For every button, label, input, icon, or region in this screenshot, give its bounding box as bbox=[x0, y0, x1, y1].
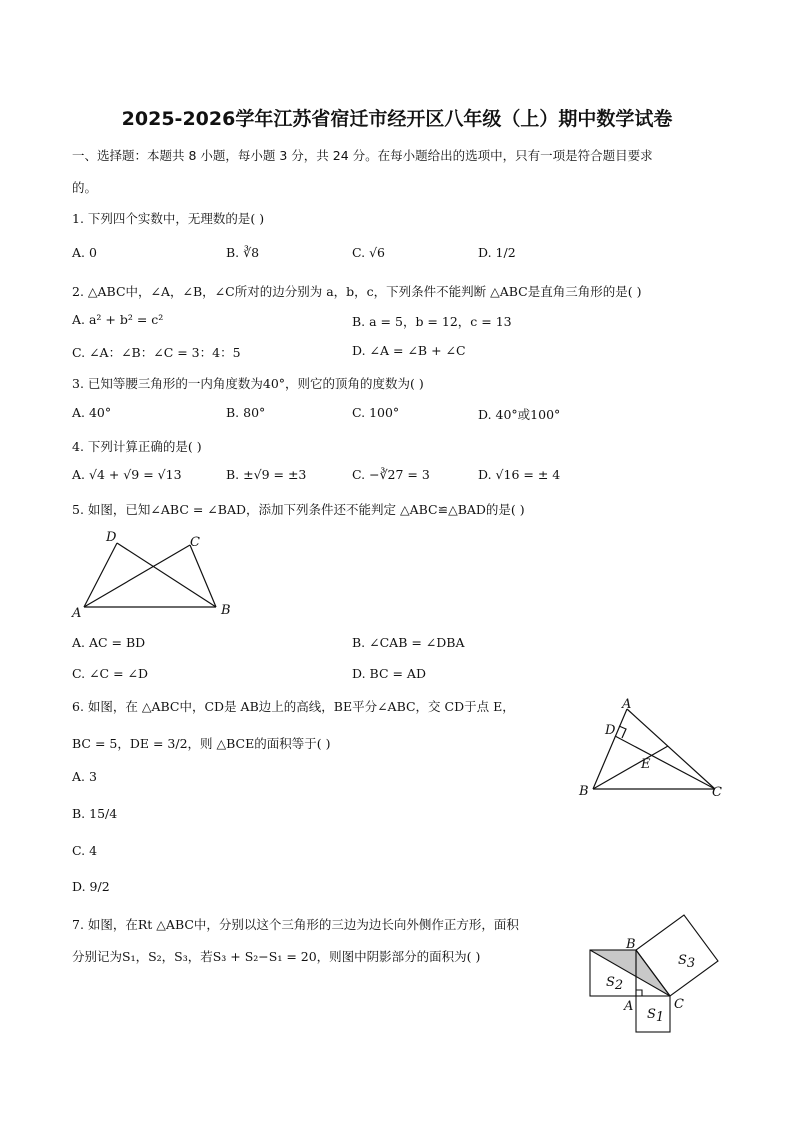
q6-option-a: A. 3 bbox=[72, 769, 97, 784]
q5-option-a: A. AC = BD bbox=[72, 635, 146, 650]
q7-label-c: C bbox=[674, 997, 684, 1012]
question-2-stem: 2. △ABC中，∠A，∠B，∠C所对的边分别为 a，b，c，下列条件不能判断 △ABC是直角三角形的是( ) bbox=[72, 284, 642, 299]
question-3-stem: 3. 已知等腰三角形的一内角度数为40°，则它的顶角的度数为( ) bbox=[72, 376, 424, 391]
q7-right-angle-mark bbox=[636, 990, 642, 996]
q6-label-a: A bbox=[622, 697, 632, 712]
q4-option-a: A. √4 + √9 = √13 bbox=[72, 467, 182, 482]
q3-option-a: A. 40° bbox=[72, 405, 112, 420]
q3-option-d: D. 40°或100° bbox=[478, 407, 561, 422]
q6-label-b: B bbox=[579, 784, 589, 799]
q7-label-s3: S3 bbox=[678, 953, 696, 971]
section-heading-cont: 的。 bbox=[72, 180, 98, 195]
q1-option-a: A. 0 bbox=[72, 245, 97, 260]
q3-option-c: C. 100° bbox=[352, 405, 400, 420]
q5-segment-cb bbox=[190, 545, 216, 607]
q6-segment-be bbox=[593, 746, 668, 789]
q2-option-a: A. a² + b² = c² bbox=[72, 312, 164, 327]
q5-option-c: C. ∠C = ∠D bbox=[72, 666, 149, 681]
q5-label-d: D bbox=[106, 530, 117, 545]
question-4-stem: 4. 下列计算正确的是( ) bbox=[72, 439, 202, 454]
q6-option-d: D. 9/2 bbox=[72, 879, 110, 894]
q2-option-c: C. ∠A：∠B：∠C = 3：4：5 bbox=[72, 345, 241, 360]
q3-option-b: B. 80° bbox=[226, 405, 266, 420]
question-5-stem: 5. 如图，已知∠ABC = ∠BAD，添加下列条件还不能判定 △ABC≌△BAD的是( ) bbox=[72, 502, 525, 517]
q7-label-b: B bbox=[626, 937, 636, 952]
q6-figure bbox=[575, 696, 730, 804]
question-7-stem-cont: 分别记为S₁，S₂，S₃，若S₃ + S₂−S₁ = 20，则图中阴影部分的面积为( ) bbox=[72, 949, 481, 964]
q6-label-e: E bbox=[641, 757, 651, 772]
q5-label-b: B bbox=[221, 603, 231, 618]
q1-option-d: D. 1/2 bbox=[478, 245, 516, 260]
question-6-stem-cont: BC = 5，DE = 3/2，则 △BCE的面积等于( ) bbox=[72, 736, 331, 751]
q6-option-b: B. 15/4 bbox=[72, 806, 118, 821]
q5-option-d: D. BC = AD bbox=[352, 666, 426, 681]
q6-label-c: C bbox=[712, 785, 722, 800]
q2-option-b: B. a = 5，b = 12，c = 13 bbox=[352, 314, 512, 329]
q4-option-b: B. ±√9 = ±3 bbox=[226, 467, 307, 482]
q6-label-d: D bbox=[605, 723, 616, 738]
q5-segment-db bbox=[117, 543, 216, 607]
page-title: 2025-2026学年江苏省宿迁市经开区八年级（上）期中数学试卷 bbox=[121, 108, 673, 130]
question-7-stem: 7. 如图，在Rt △ABC中，分别以这个三角形的三边为边长向外侧作正方形，面积 bbox=[72, 917, 519, 932]
q7-label-s1: S1 bbox=[647, 1007, 665, 1025]
section-heading: 一、选择题：本题共 8 小题，每小题 3 分，共 24 分。在每小题给出的选项中，只有一项是符合题目要求 bbox=[72, 148, 653, 163]
question-1-stem: 1. 下列四个实数中，无理数的是( ) bbox=[72, 211, 265, 226]
q5-figure bbox=[70, 528, 240, 620]
q6-segment-ba bbox=[593, 709, 627, 789]
q5-label-a: A bbox=[72, 606, 82, 620]
q1-option-c: C. √6 bbox=[352, 245, 385, 260]
question-6-stem: 6. 如图，在 △ABC中，CD是 AB边上的高线，BE平分∠ABC，交 CD于点 E， bbox=[72, 699, 515, 714]
q4-option-d: D. √16 = ± 4 bbox=[478, 467, 561, 482]
q4-option-c: C. −∛27 = 3 bbox=[352, 467, 430, 482]
q6-right-angle-mark bbox=[619, 726, 626, 738]
q7-label-s2: S2 bbox=[606, 975, 624, 993]
q5-option-b: B. ∠CAB = ∠DBA bbox=[352, 635, 465, 650]
q5-label-c: C bbox=[190, 535, 200, 550]
q6-option-c: C. 4 bbox=[72, 843, 98, 858]
q7-label-a: A bbox=[624, 999, 634, 1014]
q1-option-b: B. ∛8 bbox=[226, 245, 260, 260]
q2-option-d: D. ∠A = ∠B + ∠C bbox=[352, 343, 466, 358]
q7-figure bbox=[582, 910, 732, 1038]
